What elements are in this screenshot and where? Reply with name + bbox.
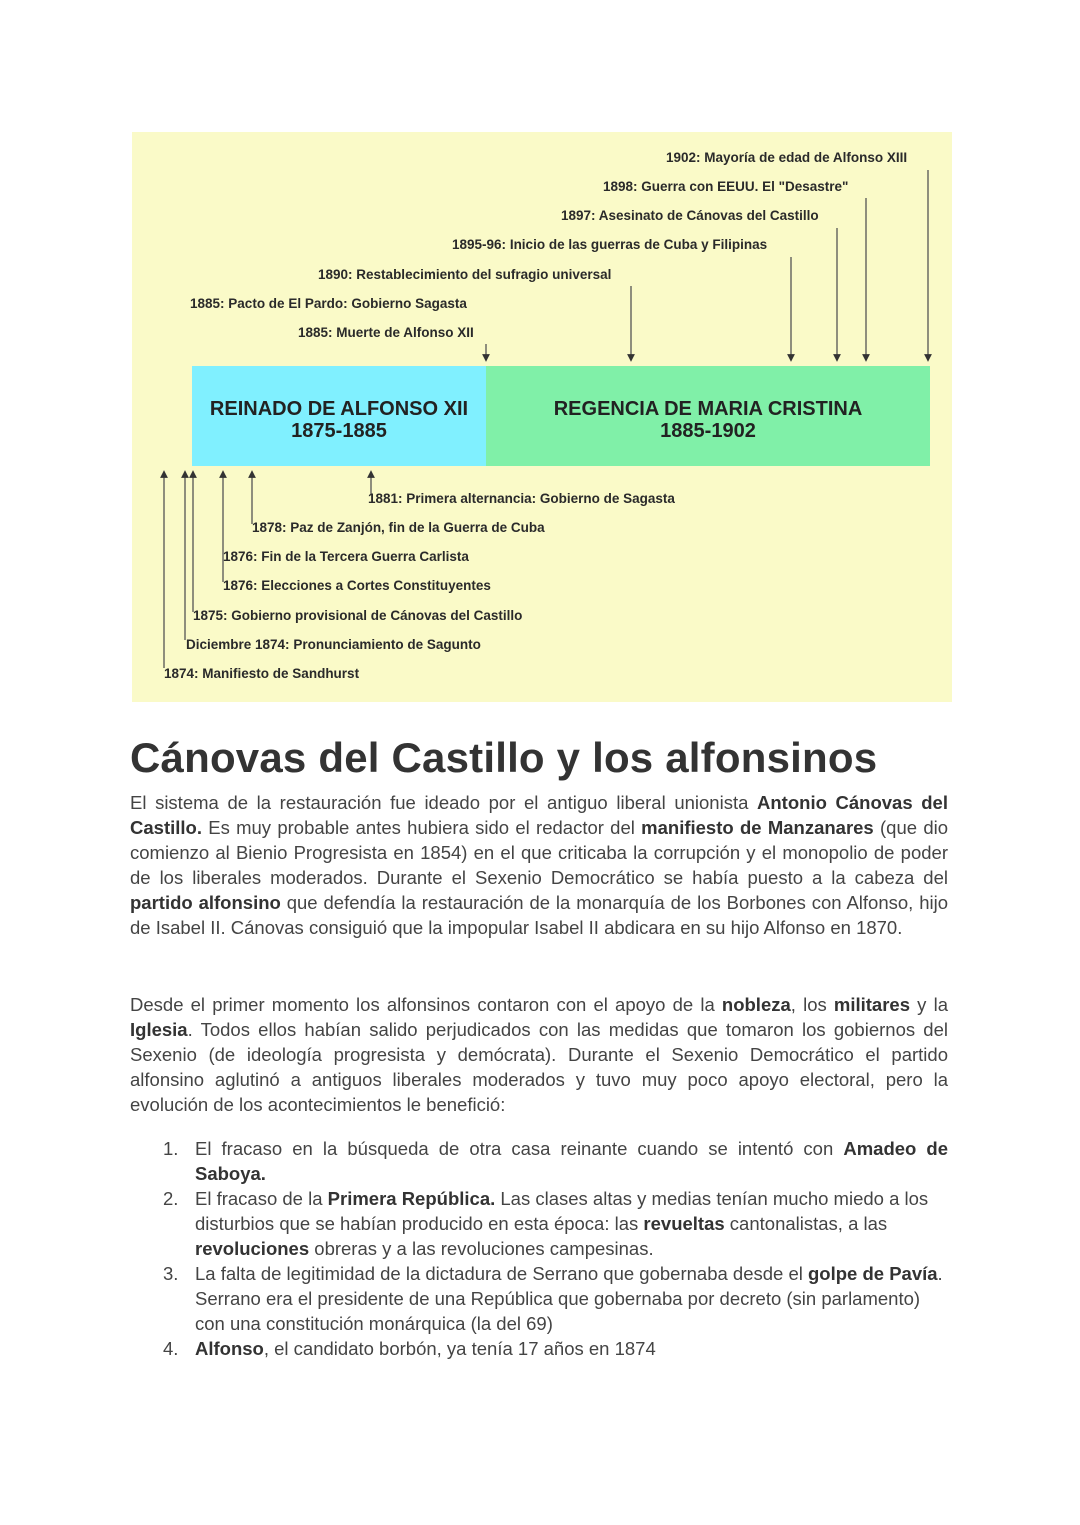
event-1897: 1897: Asesinato de Cánovas del Castillo	[561, 208, 819, 223]
event-1902: 1902: Mayoría de edad de Alfonso XIII	[666, 150, 908, 165]
list-item: 4. Alfonso, el candidato borbón, ya tenía 17 años en 1874	[163, 1338, 656, 1359]
event-1874: 1874: Manifiesto de Sandhurst	[164, 666, 360, 681]
paragraph-1: El sistema de la restauración fue ideado por el antiguo liberal unionista Antonio Cánovas del Castillo. Es muy probable antes hubiera sido el redactor del manifiesto de Manzanares (que dio comienzo al Bienio Progresista en 1854) en el que criticaba la corrupción y el monopolio de poder de los liberales moderados. Durante el Sexenio Democrático se había puesto a la cabeza del partido alfonsino que defendía la restauración de la monarquía de los Borbones con Alfonso, hijo de Isabel II. Cánovas consiguió que la impopular Isabel II abdicara en su hijo Alfonso en 1870.	[130, 792, 949, 938]
event-1876-cortes: 1876: Elecciones a Cortes Constituyentes	[223, 578, 491, 593]
event-1881: 1881: Primera alternancia: Gobierno de Sagasta	[368, 491, 675, 506]
list-item: 2. El fracaso de la Primera República. Las clases altas y medias tenían mucho miedo a los disturbios que se habían producido en esta época: las revueltas cantonalistas, a las revoluciones obreras y a las revoluciones campesinas.	[163, 1188, 929, 1259]
reasons-list	[130, 1136, 948, 1361]
page-heading: Cánovas del Castillo y los alfonsinos	[130, 734, 878, 781]
event-1898: 1898: Guerra con EEUU. El "Desastre"	[603, 179, 849, 194]
list-item: 3. La falta de legitimidad de la dictadura de Serrano que gobernaba desde el golpe de Pavía. Serrano era el presidente de una República que gobernaba por decreto (sin parlamento) con una constitución monárquica (la del 69)	[163, 1263, 943, 1334]
event-1885-muerte: 1885: Muerte de Alfonso XII	[298, 325, 474, 340]
event-1875: 1875: Gobierno provisional de Cánovas del Castillo	[193, 608, 523, 623]
period-title: REGENCIA DE MARIA CRISTINA	[553, 398, 863, 420]
event-1890: 1890: Restablecimiento del sufragio universal	[318, 267, 612, 282]
period-reinado-alfonso-xii	[192, 366, 486, 466]
event-1878: 1878: Paz de Zanjón, fin de la Guerra de Cuba	[252, 520, 545, 535]
timeline-diagram	[132, 132, 952, 702]
paragraph-2: Desde el primer momento los alfonsinos contaron con el apoyo de la nobleza, los militares y la Iglesia. Todos ellos habían salido perjudicados con las medidas que tomaron los gobiernos del Sexenio (de ideología progresista y demócrata). Durante el Sexenio Democrático el partido alfonsino aglutinó a antiguos liberales moderados y tuvo muy poco apoyo electoral, pero la evolución de los acontecimientos le benefició:	[130, 994, 948, 1115]
period-dates: 1885-1902	[660, 420, 756, 442]
event-1895: 1895-96: Inicio de las guerras de Cuba y Filipinas	[452, 237, 768, 252]
event-1885-pardo: 1885: Pacto de El Pardo: Gobierno Sagasta	[190, 296, 467, 311]
period-regencia-maria-cristina	[486, 366, 930, 466]
period-dates: 1875-1885	[291, 420, 387, 442]
list-item: 1. El fracaso en la búsqueda de otra casa reinante cuando se intentó con Amadeo de Saboya.	[163, 1138, 948, 1184]
period-title: REINADO DE ALFONSO XII	[209, 398, 469, 420]
event-1876-carlista: 1876: Fin de la Tercera Guerra Carlista	[223, 549, 469, 564]
event-dic-1874: Diciembre 1874: Pronunciamiento de Sagunto	[186, 637, 481, 652]
